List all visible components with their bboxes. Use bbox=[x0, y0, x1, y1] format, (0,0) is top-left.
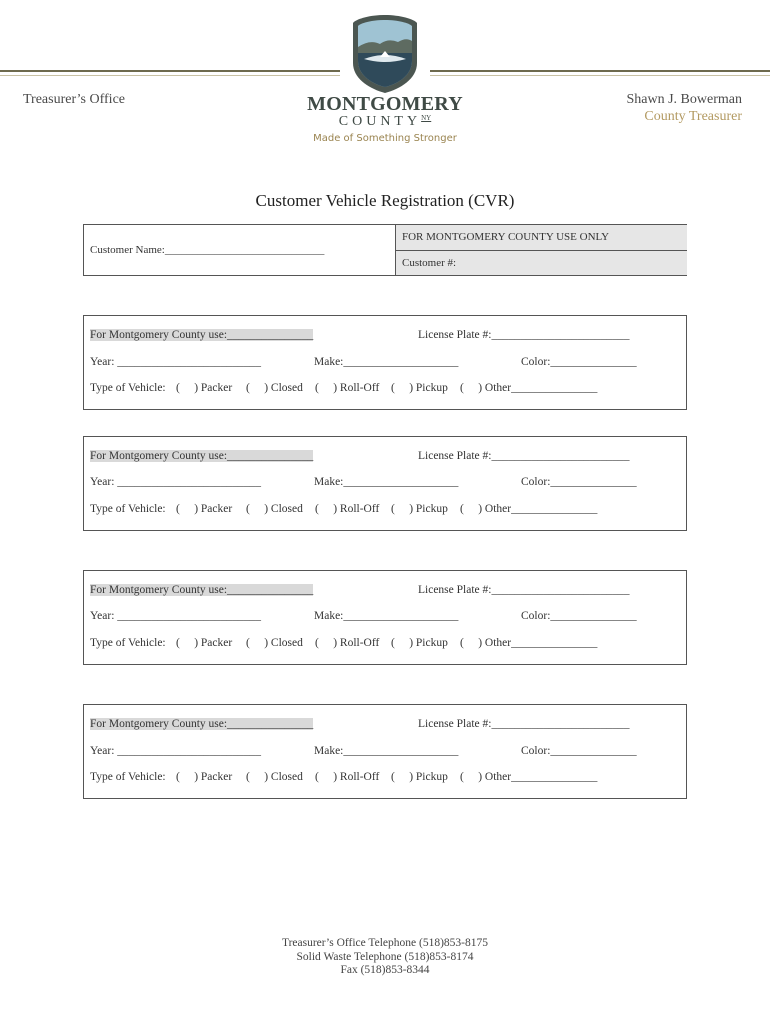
logo-county-text: COUNTY bbox=[338, 114, 422, 129]
vehicle-entry-1 bbox=[83, 315, 687, 410]
type-rolloff-option[interactable]: ( ) Roll-Off bbox=[315, 771, 380, 783]
header-rule-right-thin bbox=[430, 75, 770, 76]
vehicle-type-label: Type of Vehicle: bbox=[90, 771, 166, 783]
type-other-option[interactable]: ( ) Other_______________ bbox=[460, 503, 598, 515]
year-field[interactable]: Year: _________________________ bbox=[90, 356, 262, 368]
treasurer-name: Shawn J. Bowerman bbox=[626, 92, 742, 107]
logo-wordmark: MONTGOMERY bbox=[307, 93, 463, 115]
type-pickup-option[interactable]: ( ) Pickup bbox=[391, 382, 448, 394]
footer-solid-waste-phone: Solid Waste Telephone (518)853-8174 bbox=[296, 950, 474, 963]
year-field[interactable]: Year: _________________________ bbox=[90, 476, 262, 488]
type-packer-option[interactable]: ( ) Packer bbox=[176, 382, 233, 394]
type-pickup-option[interactable]: ( ) Pickup bbox=[391, 771, 448, 783]
logo-ny: NY bbox=[421, 114, 432, 122]
type-other-option[interactable]: ( ) Other_______________ bbox=[460, 637, 598, 649]
office-name: Treasurer’s Office bbox=[23, 92, 125, 107]
vehicle-type-label: Type of Vehicle: bbox=[90, 637, 166, 649]
color-field[interactable]: Color:_______________ bbox=[521, 610, 637, 622]
type-other-option[interactable]: ( ) Other_______________ bbox=[460, 771, 598, 783]
make-field[interactable]: Make:____________________ bbox=[314, 356, 459, 368]
header-rule-left-thin bbox=[0, 75, 340, 76]
type-packer-option[interactable]: ( ) Packer bbox=[176, 771, 233, 783]
county-use-only-panel bbox=[395, 225, 687, 275]
type-rolloff-option[interactable]: ( ) Roll-Off bbox=[315, 637, 380, 649]
color-field[interactable]: Color:_______________ bbox=[521, 476, 637, 488]
type-closed-option[interactable]: ( ) Closed bbox=[246, 771, 303, 783]
license-plate-field[interactable]: License Plate #:________________________ bbox=[418, 584, 630, 596]
customer-name-field[interactable]: Customer Name:_____________________________ bbox=[90, 244, 325, 256]
year-field[interactable]: Year: _________________________ bbox=[90, 745, 262, 757]
county-use-field[interactable]: For Montgomery County use:_______________ bbox=[90, 718, 314, 730]
vehicle-entry-2 bbox=[83, 436, 687, 531]
make-field[interactable]: Make:____________________ bbox=[314, 610, 459, 622]
license-plate-field[interactable]: License Plate #:________________________ bbox=[418, 718, 630, 730]
vehicle-entry-4 bbox=[83, 704, 687, 799]
page-title: Customer Vehicle Registration (CVR) bbox=[255, 191, 515, 210]
county-shield-logo-icon bbox=[350, 13, 420, 95]
vehicle-type-label: Type of Vehicle: bbox=[90, 503, 166, 515]
header-rule-left bbox=[0, 70, 340, 72]
type-packer-option[interactable]: ( ) Packer bbox=[176, 637, 233, 649]
make-field[interactable]: Make:____________________ bbox=[314, 745, 459, 757]
header-rule-right bbox=[430, 70, 770, 72]
treasurer-title: County Treasurer bbox=[644, 109, 742, 124]
type-rolloff-option[interactable]: ( ) Roll-Off bbox=[315, 382, 380, 394]
type-closed-option[interactable]: ( ) Closed bbox=[246, 637, 303, 649]
type-packer-option[interactable]: ( ) Packer bbox=[176, 503, 233, 515]
footer-fax: Fax (518)853-8344 bbox=[340, 964, 430, 976]
type-pickup-option[interactable]: ( ) Pickup bbox=[391, 637, 448, 649]
type-closed-option[interactable]: ( ) Closed bbox=[246, 382, 303, 394]
type-rolloff-option[interactable]: ( ) Roll-Off bbox=[315, 503, 380, 515]
logo-tagline: Made of Something Stronger bbox=[313, 133, 457, 144]
footer-treasurer-phone: Treasurer’s Office Telephone (518)853-8175 bbox=[281, 937, 489, 949]
county-use-field[interactable]: For Montgomery County use:_______________ bbox=[90, 450, 314, 462]
customer-info-box bbox=[83, 224, 687, 276]
logo-county bbox=[300, 114, 470, 130]
county-use-field[interactable]: For Montgomery County use:_______________ bbox=[90, 584, 314, 596]
type-other-option[interactable]: ( ) Other_______________ bbox=[460, 382, 598, 394]
customer-number-field[interactable]: Customer #: bbox=[402, 257, 457, 269]
color-field[interactable]: Color:_______________ bbox=[521, 356, 637, 368]
county-use-only-header: FOR MONTGOMERY COUNTY USE ONLY bbox=[396, 225, 687, 251]
type-pickup-option[interactable]: ( ) Pickup bbox=[391, 503, 448, 515]
license-plate-field[interactable]: License Plate #:________________________ bbox=[418, 329, 630, 341]
color-field[interactable]: Color:_______________ bbox=[521, 745, 637, 757]
vehicle-entry-3 bbox=[83, 570, 687, 665]
footer-contact bbox=[0, 937, 770, 978]
make-field[interactable]: Make:____________________ bbox=[314, 476, 459, 488]
county-use-field[interactable]: For Montgomery County use:_______________ bbox=[90, 329, 314, 341]
license-plate-field[interactable]: License Plate #:________________________ bbox=[418, 450, 630, 462]
year-field[interactable]: Year: _________________________ bbox=[90, 610, 262, 622]
vehicle-type-label: Type of Vehicle: bbox=[90, 382, 166, 394]
type-closed-option[interactable]: ( ) Closed bbox=[246, 503, 303, 515]
